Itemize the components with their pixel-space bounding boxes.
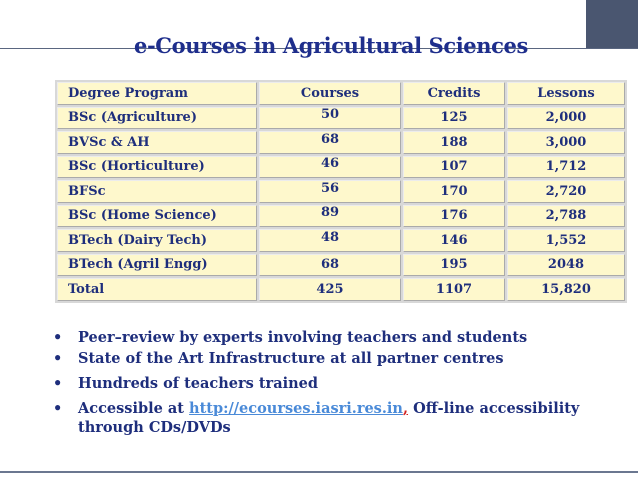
- cell-courses-value: 56: [320, 180, 340, 196]
- header-credits: Credits: [403, 82, 505, 105]
- cell-program: BVSc & AH: [57, 131, 257, 154]
- table-row: [57, 205, 625, 228]
- slide-title: e-Courses in Agricultural Sciences: [134, 33, 528, 58]
- header-lessons: Lessons: [507, 82, 625, 105]
- bullet-text-prefix: Accessible at: [78, 400, 190, 417]
- cell-program: Total: [57, 278, 257, 301]
- table-row: [57, 180, 625, 203]
- cell-lessons: 2048: [507, 254, 625, 277]
- cell-courses: [259, 131, 401, 154]
- link-comma: ,: [402, 400, 409, 417]
- bullet-dot: •: [53, 400, 63, 417]
- cell-courses: [259, 107, 401, 130]
- cell-courses-value: 48: [320, 229, 340, 245]
- bullet-item: [53, 399, 623, 437]
- cell-lessons: 2,000: [507, 107, 625, 130]
- table-row: [57, 131, 625, 154]
- bullet-text: Hundreds of teachers trained: [78, 375, 319, 392]
- footer-rule: [0, 471, 638, 473]
- table-row: [57, 156, 625, 179]
- table-header-row: [57, 82, 625, 105]
- cell-credits: 170: [403, 180, 505, 203]
- cell-program: BFSc: [57, 180, 257, 203]
- cell-program: BSc (Horticulture): [57, 156, 257, 179]
- cell-lessons: 2,720: [507, 180, 625, 203]
- cell-courses: 68: [259, 254, 401, 277]
- bullet-dot: •: [53, 375, 63, 392]
- cell-courses-value: 46: [320, 156, 340, 172]
- cell-credits: 195: [403, 254, 505, 277]
- table-row: [57, 254, 625, 277]
- corner-accent-bar: [586, 0, 638, 48]
- bullet-item: [53, 328, 623, 347]
- bullet-text-suffix: Off-line accessibility through CDs/DVDs: [78, 400, 580, 436]
- cell-credits: 1107: [403, 278, 505, 301]
- header-degree-program: Degree Program: [57, 82, 257, 105]
- ecourses-link[interactable]: http://ecourses.iasri.res.in: [189, 400, 403, 417]
- cell-program: BTech (Agril Engg): [57, 254, 257, 277]
- cell-lessons: 1,712: [507, 156, 625, 179]
- cell-program: BTech (Dairy Tech): [57, 229, 257, 252]
- bullet-item: [53, 349, 623, 368]
- cell-lessons: 15,820: [507, 278, 625, 301]
- cell-lessons: 3,000: [507, 131, 625, 154]
- cell-lessons: 1,552: [507, 229, 625, 252]
- cell-courses: [259, 156, 401, 179]
- table-total-row: [57, 278, 625, 301]
- cell-credits: 125: [403, 107, 505, 130]
- bullet-dot: •: [53, 329, 63, 346]
- cell-credits: 176: [403, 205, 505, 228]
- bullet-dot: •: [53, 350, 63, 367]
- table-row: [57, 229, 625, 252]
- bullet-list: [53, 328, 623, 439]
- cell-credits: 188: [403, 131, 505, 154]
- header-courses: Courses: [259, 82, 401, 105]
- cell-credits: 146: [403, 229, 505, 252]
- cell-program: BSc (Agriculture): [57, 107, 257, 130]
- bullet-text: State of the Art Infrastructure at all partner centres: [78, 350, 504, 367]
- cell-courses: 425: [259, 278, 401, 301]
- table-row: [57, 107, 625, 130]
- cell-courses-value: 68: [320, 131, 340, 147]
- cell-courses: [259, 229, 401, 252]
- cell-courses: [259, 205, 401, 228]
- cell-courses-value: 50: [320, 107, 340, 123]
- bullet-item: [53, 374, 623, 393]
- cell-lessons: 2,788: [507, 205, 625, 228]
- cell-program: BSc (Home Science): [57, 205, 257, 228]
- cell-courses: [259, 180, 401, 203]
- cell-courses-value: 89: [320, 205, 340, 221]
- cell-credits: 107: [403, 156, 505, 179]
- courses-table: [55, 80, 627, 303]
- bullet-text: Peer–review by experts involving teachers and students: [78, 329, 528, 346]
